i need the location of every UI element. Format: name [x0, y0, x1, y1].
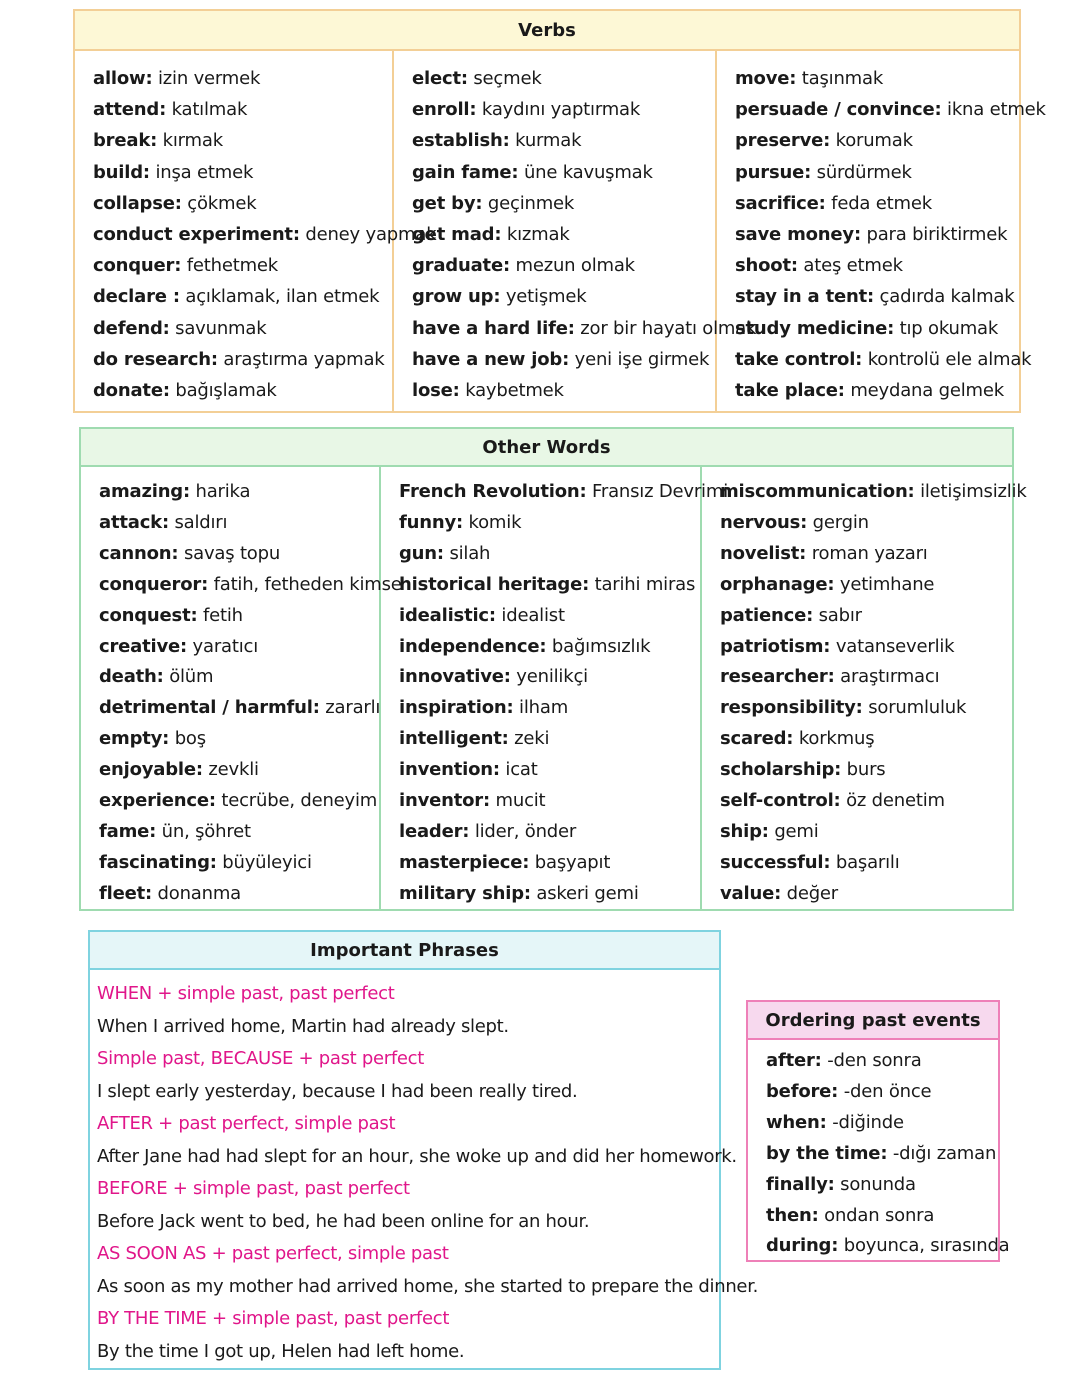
- phrase-example: When I arrived home, Martin had already slept.: [97, 1015, 509, 1037]
- word-entry-meaning: yaratıcı: [187, 635, 259, 657]
- word-entry: [720, 662, 1012, 693]
- verb-entry-term: elect:: [412, 68, 468, 89]
- verb-entry: [735, 219, 1019, 250]
- verb-entry-meaning: çadırda kalmak: [874, 286, 1015, 308]
- word-entry-meaning: sorumluluk: [862, 697, 967, 719]
- verb-entry: [735, 63, 1019, 94]
- word-entry-term: death:: [99, 666, 164, 688]
- verb-entry: [735, 188, 1019, 219]
- word-entry: [399, 879, 700, 910]
- verb-entry-meaning: açıklamak, ilan etmek: [179, 286, 380, 308]
- verb-entry-term: save money:: [735, 224, 861, 246]
- word-entry-meaning: silah: [443, 542, 491, 564]
- verb-entry-meaning: sürdürmek: [811, 161, 912, 183]
- verb-entry-term: collapse:: [93, 192, 182, 214]
- verb-entry-term: shoot:: [735, 255, 798, 277]
- word-entry-meaning: icat: [499, 759, 538, 781]
- word-entry-meaning: değer: [781, 882, 839, 904]
- verb-entry: [93, 313, 392, 344]
- phrase-rule: Simple past, BECAUSE + past perfect: [97, 1048, 425, 1069]
- word-entry: [99, 632, 379, 663]
- verb-entry: [93, 157, 392, 188]
- word-entry-meaning: roman yazarı: [806, 542, 928, 564]
- word-entry: [99, 724, 379, 755]
- verb-entry-term: attend:: [93, 99, 167, 121]
- verb-entry: [93, 250, 392, 281]
- word-entry-term: conquest:: [99, 604, 198, 626]
- word-entry-term: fascinating:: [99, 851, 217, 873]
- verb-entry-term: donate:: [93, 380, 170, 402]
- word-entry: [399, 848, 700, 879]
- word-entry-term: self-control:: [720, 790, 841, 812]
- phrase-rule: WHEN + simple past, past perfect: [97, 983, 395, 1004]
- word-entry-term: French Revolution:: [399, 481, 587, 502]
- word-entry-meaning: korkmuş: [793, 728, 875, 750]
- verb-entry: [93, 344, 392, 375]
- verb-entry-term: pursue:: [735, 161, 812, 183]
- word-entry: [399, 570, 700, 601]
- word-entry-term: independence:: [399, 635, 547, 657]
- verb-entry: [93, 125, 392, 156]
- ordering-entry: [766, 1046, 998, 1077]
- verb-entry: [412, 188, 715, 219]
- verb-entry-term: persuade / convince:: [735, 99, 942, 121]
- verb-entry-term: have a new job:: [412, 348, 570, 370]
- word-entry-meaning: başyapıt: [529, 851, 611, 873]
- verbs-column-3: [717, 51, 1046, 411]
- word-entry: [399, 601, 700, 632]
- verb-entry: [735, 250, 1019, 281]
- verbs-table: [73, 9, 1046, 413]
- verb-entry-meaning: seçmek: [467, 68, 542, 89]
- ordering-past-events-box: [746, 1000, 1010, 1262]
- verb-entry-meaning: araştırma yapmak: [217, 348, 385, 370]
- important-phrases-title: Important Phrases: [90, 932, 719, 970]
- verb-entry: [735, 125, 1019, 156]
- word-entry-term: cannon:: [99, 542, 179, 564]
- word-entry: [720, 477, 1027, 508]
- word-entry: [720, 848, 1012, 879]
- word-entry-term: amazing:: [99, 481, 190, 502]
- ordering-entry: [766, 1201, 998, 1232]
- word-entry-meaning: gemi: [768, 820, 819, 842]
- word-entry-meaning: zevkli: [202, 759, 259, 781]
- verb-entry-meaning: para biriktirmek: [860, 224, 1008, 246]
- phrase-example: I slept early yesterday, because I had been really tired.: [97, 1080, 578, 1102]
- word-entry-meaning: lider, önder: [469, 820, 577, 842]
- ordering-entry: [766, 1231, 1010, 1262]
- verb-entry-meaning: katılmak: [166, 99, 248, 121]
- verbs-column-2: [394, 51, 757, 411]
- verb-entry-meaning: korumak: [830, 130, 913, 152]
- verb-entry: [735, 281, 1019, 312]
- word-entry-term: experience:: [99, 790, 216, 812]
- verb-entry-meaning: ikna etmek: [941, 99, 1046, 121]
- verb-entry-term: get by:: [412, 192, 483, 214]
- verb-entry: [735, 375, 1019, 406]
- verb-entry: [735, 94, 1046, 125]
- word-entry-term: intelligent:: [399, 728, 509, 750]
- word-entry-term: patience:: [720, 604, 814, 626]
- word-entry-term: successful:: [720, 851, 831, 873]
- word-entry-term: fame:: [99, 820, 157, 842]
- ordering-entry-meaning: boyunca, sırasında: [838, 1235, 1010, 1257]
- ordering-entry-meaning: -den sonra: [821, 1050, 922, 1071]
- word-entry-meaning: harika: [190, 481, 251, 502]
- verbs-title: Verbs: [75, 11, 1019, 51]
- word-entry-meaning: sabır: [813, 604, 862, 626]
- verbs-columns: [75, 51, 1046, 411]
- important-phrases-box: [88, 930, 759, 1370]
- word-entry: [720, 632, 1012, 663]
- word-entry-meaning: büyüleyici: [216, 851, 312, 873]
- word-entry-meaning: öz denetim: [840, 790, 945, 812]
- word-entry: [399, 508, 700, 539]
- word-entry-term: conqueror:: [99, 573, 209, 595]
- word-entry-term: orphanage:: [720, 573, 835, 595]
- word-entry-meaning: burs: [841, 759, 886, 781]
- verb-entry: [735, 344, 1032, 375]
- word-entry-meaning: askeri gemi: [530, 882, 639, 904]
- word-entry-meaning: fetih: [197, 604, 243, 626]
- verb-entry-meaning: kızmak: [501, 224, 570, 246]
- word-entry-term: inspiration:: [399, 697, 514, 719]
- word-entry-meaning: ölüm: [163, 666, 214, 688]
- word-entry-meaning: savaş topu: [178, 542, 281, 564]
- verb-entry-term: stay in a tent:: [735, 286, 875, 308]
- verb-entry: [412, 281, 715, 312]
- verb-entry-meaning: bağışlamak: [169, 380, 277, 402]
- word-entry-meaning: vatanseverlik: [830, 635, 955, 657]
- word-entry: [399, 724, 700, 755]
- word-entry: [720, 786, 1012, 817]
- ordering-past-events-title: Ordering past events: [748, 1002, 998, 1040]
- verb-entry-meaning: ateş etmek: [797, 255, 903, 277]
- verb-entry-meaning: deney yapmak: [299, 224, 437, 246]
- other-words-column-1: [81, 467, 402, 909]
- verb-entry: [735, 157, 1019, 188]
- word-entry-term: masterpiece:: [399, 851, 530, 873]
- verb-entry-term: defend:: [93, 317, 170, 339]
- ordering-past-events-list: [748, 1040, 1010, 1262]
- word-entry: [720, 539, 1012, 570]
- word-entry-term: miscommunication:: [720, 481, 915, 502]
- verb-entry-term: move:: [735, 68, 797, 89]
- word-entry-meaning: iletişimsizlik: [914, 481, 1027, 502]
- verb-entry-meaning: kontrolü ele almak: [862, 348, 1032, 370]
- verb-entry-term: declare :: [93, 286, 180, 308]
- phrase-example: By the time I got up, Helen had left home.: [97, 1340, 465, 1362]
- other-words-title: Other Words: [81, 429, 1012, 467]
- word-entry-meaning: donanma: [152, 882, 242, 904]
- word-entry: [99, 539, 379, 570]
- important-phrases-list: [90, 970, 759, 1368]
- verb-entry-meaning: mezun olmak: [509, 255, 635, 277]
- verb-entry-meaning: savunmak: [169, 317, 267, 339]
- word-entry-term: historical heritage:: [399, 573, 590, 595]
- phrase-rule: BEFORE + simple past, past perfect: [97, 1178, 410, 1199]
- verb-entry-meaning: geçinmek: [482, 192, 575, 214]
- verb-entry: [93, 281, 392, 312]
- ordering-entry-term: finally:: [766, 1173, 835, 1195]
- verb-entry: [93, 94, 392, 125]
- word-entry-term: inventor:: [399, 790, 490, 812]
- verb-entry-term: conquer:: [93, 255, 182, 277]
- word-entry-meaning: gergin: [807, 511, 869, 533]
- phrase-example: Before Jack went to bed, he had been online for an hour.: [97, 1210, 590, 1232]
- verb-entry: [93, 63, 392, 94]
- verb-entry: [412, 375, 715, 406]
- verb-entry-meaning: inşa etmek: [149, 161, 254, 183]
- word-entry-term: detrimental / harmful:: [99, 697, 320, 719]
- word-entry: [399, 477, 728, 508]
- verb-entry: [412, 250, 715, 281]
- ordering-entry-meaning: -den önce: [838, 1080, 932, 1102]
- word-entry-meaning: ilham: [513, 697, 569, 719]
- word-entry-meaning: idealist: [495, 604, 565, 626]
- word-entry-term: funny:: [399, 511, 464, 533]
- verb-entry-term: conduct experiment:: [93, 224, 300, 246]
- word-entry: [720, 879, 1012, 910]
- verb-entry-meaning: yeni işe girmek: [569, 348, 710, 370]
- ordering-entry-term: then:: [766, 1204, 819, 1226]
- word-entry: [99, 693, 379, 724]
- verb-entry-term: preserve:: [735, 130, 831, 152]
- phrase-example: After Jane had had slept for an hour, she woke up and did her homework.: [97, 1145, 737, 1167]
- word-entry-term: scared:: [720, 728, 794, 750]
- word-entry: [399, 662, 700, 693]
- phrase-rule: AS SOON AS + past perfect, simple past: [97, 1243, 449, 1264]
- word-entry-meaning: fatih, fetheden kimse: [208, 573, 402, 595]
- ordering-entry-term: before:: [766, 1080, 839, 1102]
- other-words-column-2: [381, 467, 728, 909]
- word-entry-term: innovative:: [399, 666, 511, 688]
- word-entry: [399, 786, 700, 817]
- word-entry-term: military ship:: [399, 882, 531, 904]
- verb-entry-term: have a hard life:: [412, 317, 575, 339]
- verb-entry-term: enroll:: [412, 99, 477, 121]
- verb-entry: [735, 313, 1019, 344]
- verb-entry-meaning: izin vermek: [152, 68, 261, 89]
- ordering-entry-term: during:: [766, 1235, 839, 1257]
- word-entry: [99, 817, 379, 848]
- verb-entry-term: break:: [93, 130, 158, 152]
- word-entry: [99, 601, 379, 632]
- verb-entry-term: take place:: [735, 380, 845, 402]
- word-entry: [399, 817, 700, 848]
- word-entry: [99, 570, 402, 601]
- word-entry-meaning: araştırmacı: [834, 666, 940, 688]
- verb-entry-term: take control:: [735, 348, 863, 370]
- word-entry-meaning: komik: [463, 511, 522, 533]
- word-entry-meaning: tecrübe, deneyim: [215, 790, 378, 812]
- word-entry-term: scholarship:: [720, 759, 842, 781]
- verb-entry-term: study medicine:: [735, 317, 895, 339]
- ordering-entry: [766, 1108, 998, 1139]
- ordering-entry-meaning: sonunda: [834, 1173, 916, 1195]
- word-entry-term: gun:: [399, 542, 444, 564]
- verb-entry-term: graduate:: [412, 255, 510, 277]
- word-entry: [720, 508, 1012, 539]
- word-entry: [99, 786, 379, 817]
- word-entry-term: nervous:: [720, 511, 808, 533]
- ordering-entry-term: by the time:: [766, 1142, 888, 1164]
- word-entry-meaning: boş: [169, 728, 206, 750]
- verb-entry: [412, 94, 715, 125]
- word-entry-meaning: mucit: [490, 790, 546, 812]
- ordering-entry: [766, 1170, 998, 1201]
- verb-entry-term: gain fame:: [412, 161, 519, 183]
- ordering-entry-meaning: -diğinde: [826, 1111, 904, 1133]
- ordering-entry-meaning: -dığı zaman: [887, 1142, 997, 1164]
- ordering-entry: [766, 1077, 998, 1108]
- verb-entry-meaning: zor bir hayatı olmak: [574, 317, 757, 339]
- word-entry-meaning: ün, şöhret: [156, 820, 251, 842]
- verb-entry-term: sacrifice:: [735, 192, 826, 214]
- phrase-example: As soon as my mother had arrived home, she started to prepare the dinner.: [97, 1275, 759, 1297]
- verb-entry-meaning: feda etmek: [825, 192, 932, 214]
- word-entry-term: responsibility:: [720, 697, 863, 719]
- ordering-entry-term: when:: [766, 1111, 827, 1133]
- word-entry: [399, 539, 700, 570]
- word-entry-term: creative:: [99, 635, 188, 657]
- word-entry-term: value:: [720, 882, 782, 904]
- phrase-rule: AFTER + past perfect, simple past: [97, 1113, 396, 1134]
- word-entry: [399, 632, 700, 663]
- word-entry-meaning: bağımsızlık: [546, 635, 651, 657]
- word-entry: [99, 508, 379, 539]
- word-entry: [99, 879, 379, 910]
- word-entry-term: researcher:: [720, 666, 835, 688]
- phrase-rule: BY THE TIME + simple past, past perfect: [97, 1308, 450, 1329]
- verb-entry-meaning: taşınmak: [796, 68, 884, 89]
- other-words-table: [79, 427, 1027, 911]
- word-entry: [720, 724, 1012, 755]
- word-entry: [720, 817, 1012, 848]
- verb-entry-meaning: kırmak: [157, 130, 223, 152]
- word-entry: [99, 662, 379, 693]
- word-entry-term: fleet:: [99, 882, 153, 904]
- word-entry: [720, 601, 1012, 632]
- word-entry: [720, 570, 1012, 601]
- verb-entry-term: do research:: [93, 348, 218, 370]
- word-entry-term: leader:: [399, 820, 470, 842]
- ordering-entry-term: after:: [766, 1050, 822, 1071]
- word-entry-meaning: Fransız Devrimi: [586, 481, 728, 502]
- verb-entry-meaning: fethetmek: [181, 255, 278, 277]
- word-entry-meaning: yenilikçi: [510, 666, 588, 688]
- word-entry: [720, 693, 1012, 724]
- verb-entry: [412, 344, 715, 375]
- word-entry-term: novelist:: [720, 542, 807, 564]
- verb-entry: [412, 125, 715, 156]
- word-entry: [99, 755, 379, 786]
- verb-entry-meaning: üne kavuşmak: [518, 161, 653, 183]
- verb-entry: [412, 157, 715, 188]
- word-entry-term: empty:: [99, 728, 170, 750]
- word-entry-meaning: başarılı: [830, 851, 900, 873]
- verb-entry-meaning: yetişmek: [500, 286, 587, 308]
- word-entry-term: idealistic:: [399, 604, 496, 626]
- verb-entry-meaning: kaybetmek: [459, 380, 564, 402]
- verb-entry-meaning: çökmek: [181, 192, 257, 214]
- verb-entry: [412, 219, 715, 250]
- word-entry: [99, 848, 379, 879]
- verb-entry-meaning: tıp okumak: [894, 317, 999, 339]
- verb-entry-meaning: kurmak: [509, 130, 582, 152]
- verb-entry: [93, 188, 392, 219]
- verb-entry-term: get mad:: [412, 224, 502, 246]
- word-entry: [720, 755, 1012, 786]
- word-entry-term: enjoyable:: [99, 759, 203, 781]
- verb-entry: [93, 219, 437, 250]
- ordering-entry: [766, 1139, 998, 1170]
- word-entry-meaning: yetimhane: [834, 573, 935, 595]
- word-entry-term: attack:: [99, 511, 169, 533]
- verb-entry-term: lose:: [412, 380, 460, 402]
- word-entry: [99, 477, 379, 508]
- word-entry-meaning: tarihi miras: [589, 573, 696, 595]
- word-entry: [399, 693, 700, 724]
- verb-entry-term: allow:: [93, 68, 153, 89]
- word-entry-meaning: saldırı: [168, 511, 228, 533]
- word-entry-meaning: zeki: [508, 728, 550, 750]
- ordering-entry-meaning: ondan sonra: [818, 1204, 935, 1226]
- other-words-columns: [81, 467, 1027, 909]
- verb-entry: [412, 63, 715, 94]
- word-entry-term: patriotism:: [720, 635, 831, 657]
- other-words-column-3: [702, 467, 1027, 909]
- verb-entry-term: establish:: [412, 130, 510, 152]
- word-entry: [399, 755, 700, 786]
- verb-entry-term: grow up:: [412, 286, 501, 308]
- word-entry-meaning: zararlı: [319, 697, 381, 719]
- verb-entry-term: build:: [93, 161, 150, 183]
- verb-entry: [93, 375, 392, 406]
- verb-entry-meaning: meydana gelmek: [844, 380, 1004, 402]
- verb-entry-meaning: kaydını yaptırmak: [476, 99, 641, 121]
- verb-entry: [412, 313, 757, 344]
- word-entry-term: invention:: [399, 759, 500, 781]
- word-entry-term: ship:: [720, 820, 769, 842]
